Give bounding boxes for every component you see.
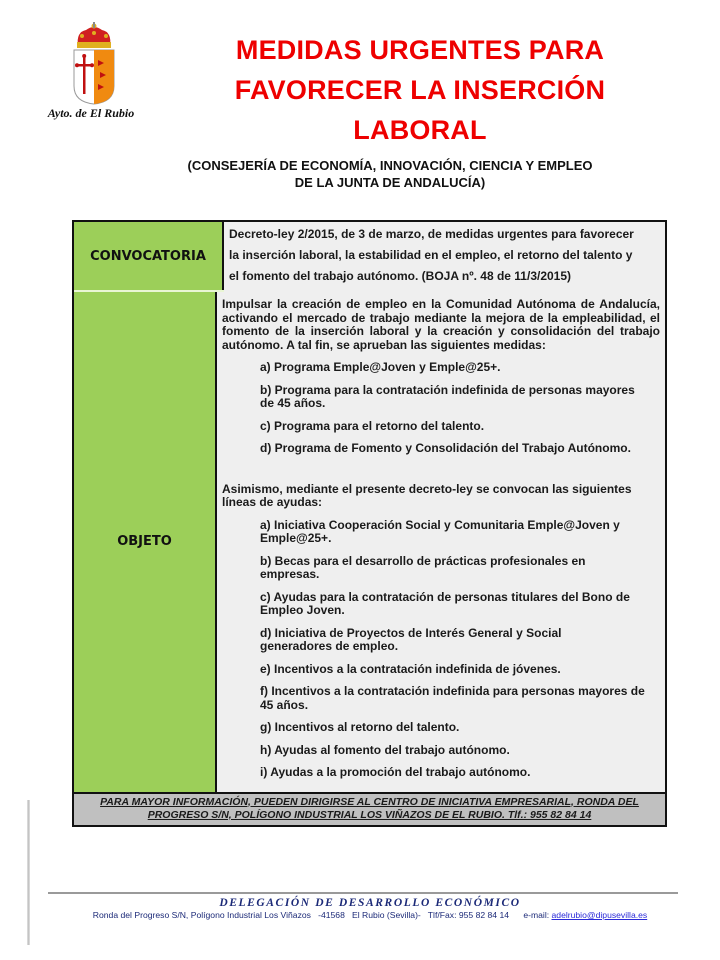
aid-line-item: h) Ayudas al fomento del trabajo autónomo. bbox=[260, 742, 510, 757]
objeto-content bbox=[217, 292, 665, 792]
page-title bbox=[180, 30, 660, 150]
title-line: MEDIDAS URGENTES PARA bbox=[235, 35, 605, 65]
measure-item: a) Programa Emple@Joven y Emple@25+. bbox=[260, 360, 501, 374]
aid-line-item: d) Iniciativa de Proyectos de Interés General y Social generadores de empleo. bbox=[260, 625, 562, 653]
objeto-intro: Impulsar la creación de empleo en la Comunidad Autónoma de Andalucía, activando el mercado de trabajo mediante la mejora de la empleabilidad, el fomento de la inserción laboral y la creación y consolidación del trabajo autónomo. A tal fin, se aprueban las siguientes medidas: bbox=[222, 297, 660, 352]
convocatoria-line: Decreto-ley 2/2015, de 3 de marzo, de medidas urgentes para favorecer bbox=[229, 227, 634, 241]
aid-line-item: b) Becas para el desarrollo de prácticas profesionales en empresas. bbox=[260, 553, 586, 581]
convocatoria-row bbox=[74, 222, 665, 290]
aid-line-item: f) Incentivos a la contratación indefinida para personas mayores de 45 años. bbox=[260, 684, 645, 712]
aid-line-item: c) Ayudas para la contratación de personas titulares del Bono de Empleo Joven. bbox=[260, 589, 630, 617]
title-line: LABORAL bbox=[353, 115, 487, 145]
objeto-label bbox=[74, 292, 217, 792]
more-info-row bbox=[74, 792, 665, 825]
footer-address-text: Ronda del Progreso S/N, Polígono Industrial Los Viñazos -41568 El Rubio (Sevilla)- Tlf/Fax: 955 82 84 14 e-mail: bbox=[92, 910, 552, 920]
convocatoria-label-text: CONVOCATORIA bbox=[90, 248, 206, 264]
info-table bbox=[72, 220, 667, 827]
subtitle-line: (CONSEJERÍA DE ECONOMÍA, INNOVACIÓN, CIENCIA Y EMPLEO bbox=[187, 158, 593, 173]
convocatoria-content bbox=[224, 222, 665, 290]
footer-title: DELEGACIÓN DE DESARROLLO ECONÓMICO bbox=[219, 897, 521, 909]
aid-line-item: i) Ayudas a la promoción del trabajo autónomo. bbox=[260, 765, 531, 779]
more-info-line: PARA MAYOR INFORMACIÓN, PUEDEN DIRIGIRSE AL CENTRO DE INICIATIVA EMPRESARIAL, RONDA DEL bbox=[100, 795, 639, 808]
objeto-label-text: OBJETO bbox=[117, 534, 172, 550]
measures-list bbox=[260, 361, 660, 456]
footer-divider bbox=[48, 892, 678, 894]
subtitle-line: DE LA JUNTA DE ANDALUCÍA) bbox=[294, 175, 486, 190]
footer-address bbox=[40, 910, 700, 920]
footer-email-link[interactable]: adelrubio@dipusevilla.es bbox=[551, 910, 648, 920]
page-edge-rule bbox=[27, 800, 30, 945]
aid-line-item: e) Incentivos a la contratación indefinida de jóvenes. bbox=[260, 661, 561, 676]
page-subtitle bbox=[120, 157, 660, 191]
municipal-coat-of-arms-icon bbox=[62, 20, 126, 106]
convocatoria-line: el fomento del trabajo autónomo. (BOJA nº. 48 de 11/3/2015) bbox=[229, 269, 572, 283]
objeto-row bbox=[74, 292, 665, 792]
aid-lines-list bbox=[260, 519, 660, 780]
convocatoria-label bbox=[74, 222, 224, 290]
more-info-line: PROGRESO S/N, POLÍGONO INDUSTRIAL LOS VIÑAZOS DE EL RUBIO. Tlf.: 955 82 84 14 bbox=[147, 808, 592, 821]
title-line: FAVORECER LA INSERCIÓN bbox=[234, 75, 606, 105]
aid-line-item: a) Iniciativa Cooperación Social y Comunitaria Emple@Joven y Emple@25+. bbox=[260, 517, 620, 545]
logo-caption: Ayto. de El Rubio bbox=[47, 106, 135, 120]
aid-line-item: g) Incentivos al retorno del talento. bbox=[260, 720, 460, 734]
aid-lines-intro: Asimismo, mediante el presente decreto-ley se convocan las siguientes líneas de ayudas: bbox=[222, 481, 632, 509]
measure-item: b) Programa para la contratación indefinida de personas mayores de 45 años. bbox=[260, 382, 635, 410]
measure-item: c) Programa para el retorno del talento. bbox=[260, 418, 485, 433]
convocatoria-line: la inserción laboral, la estabilidad en el empleo, el retorno del talento y bbox=[229, 248, 633, 262]
measure-item: d) Programa de Fomento y Consolidación del Trabajo Autónomo. bbox=[260, 441, 631, 455]
